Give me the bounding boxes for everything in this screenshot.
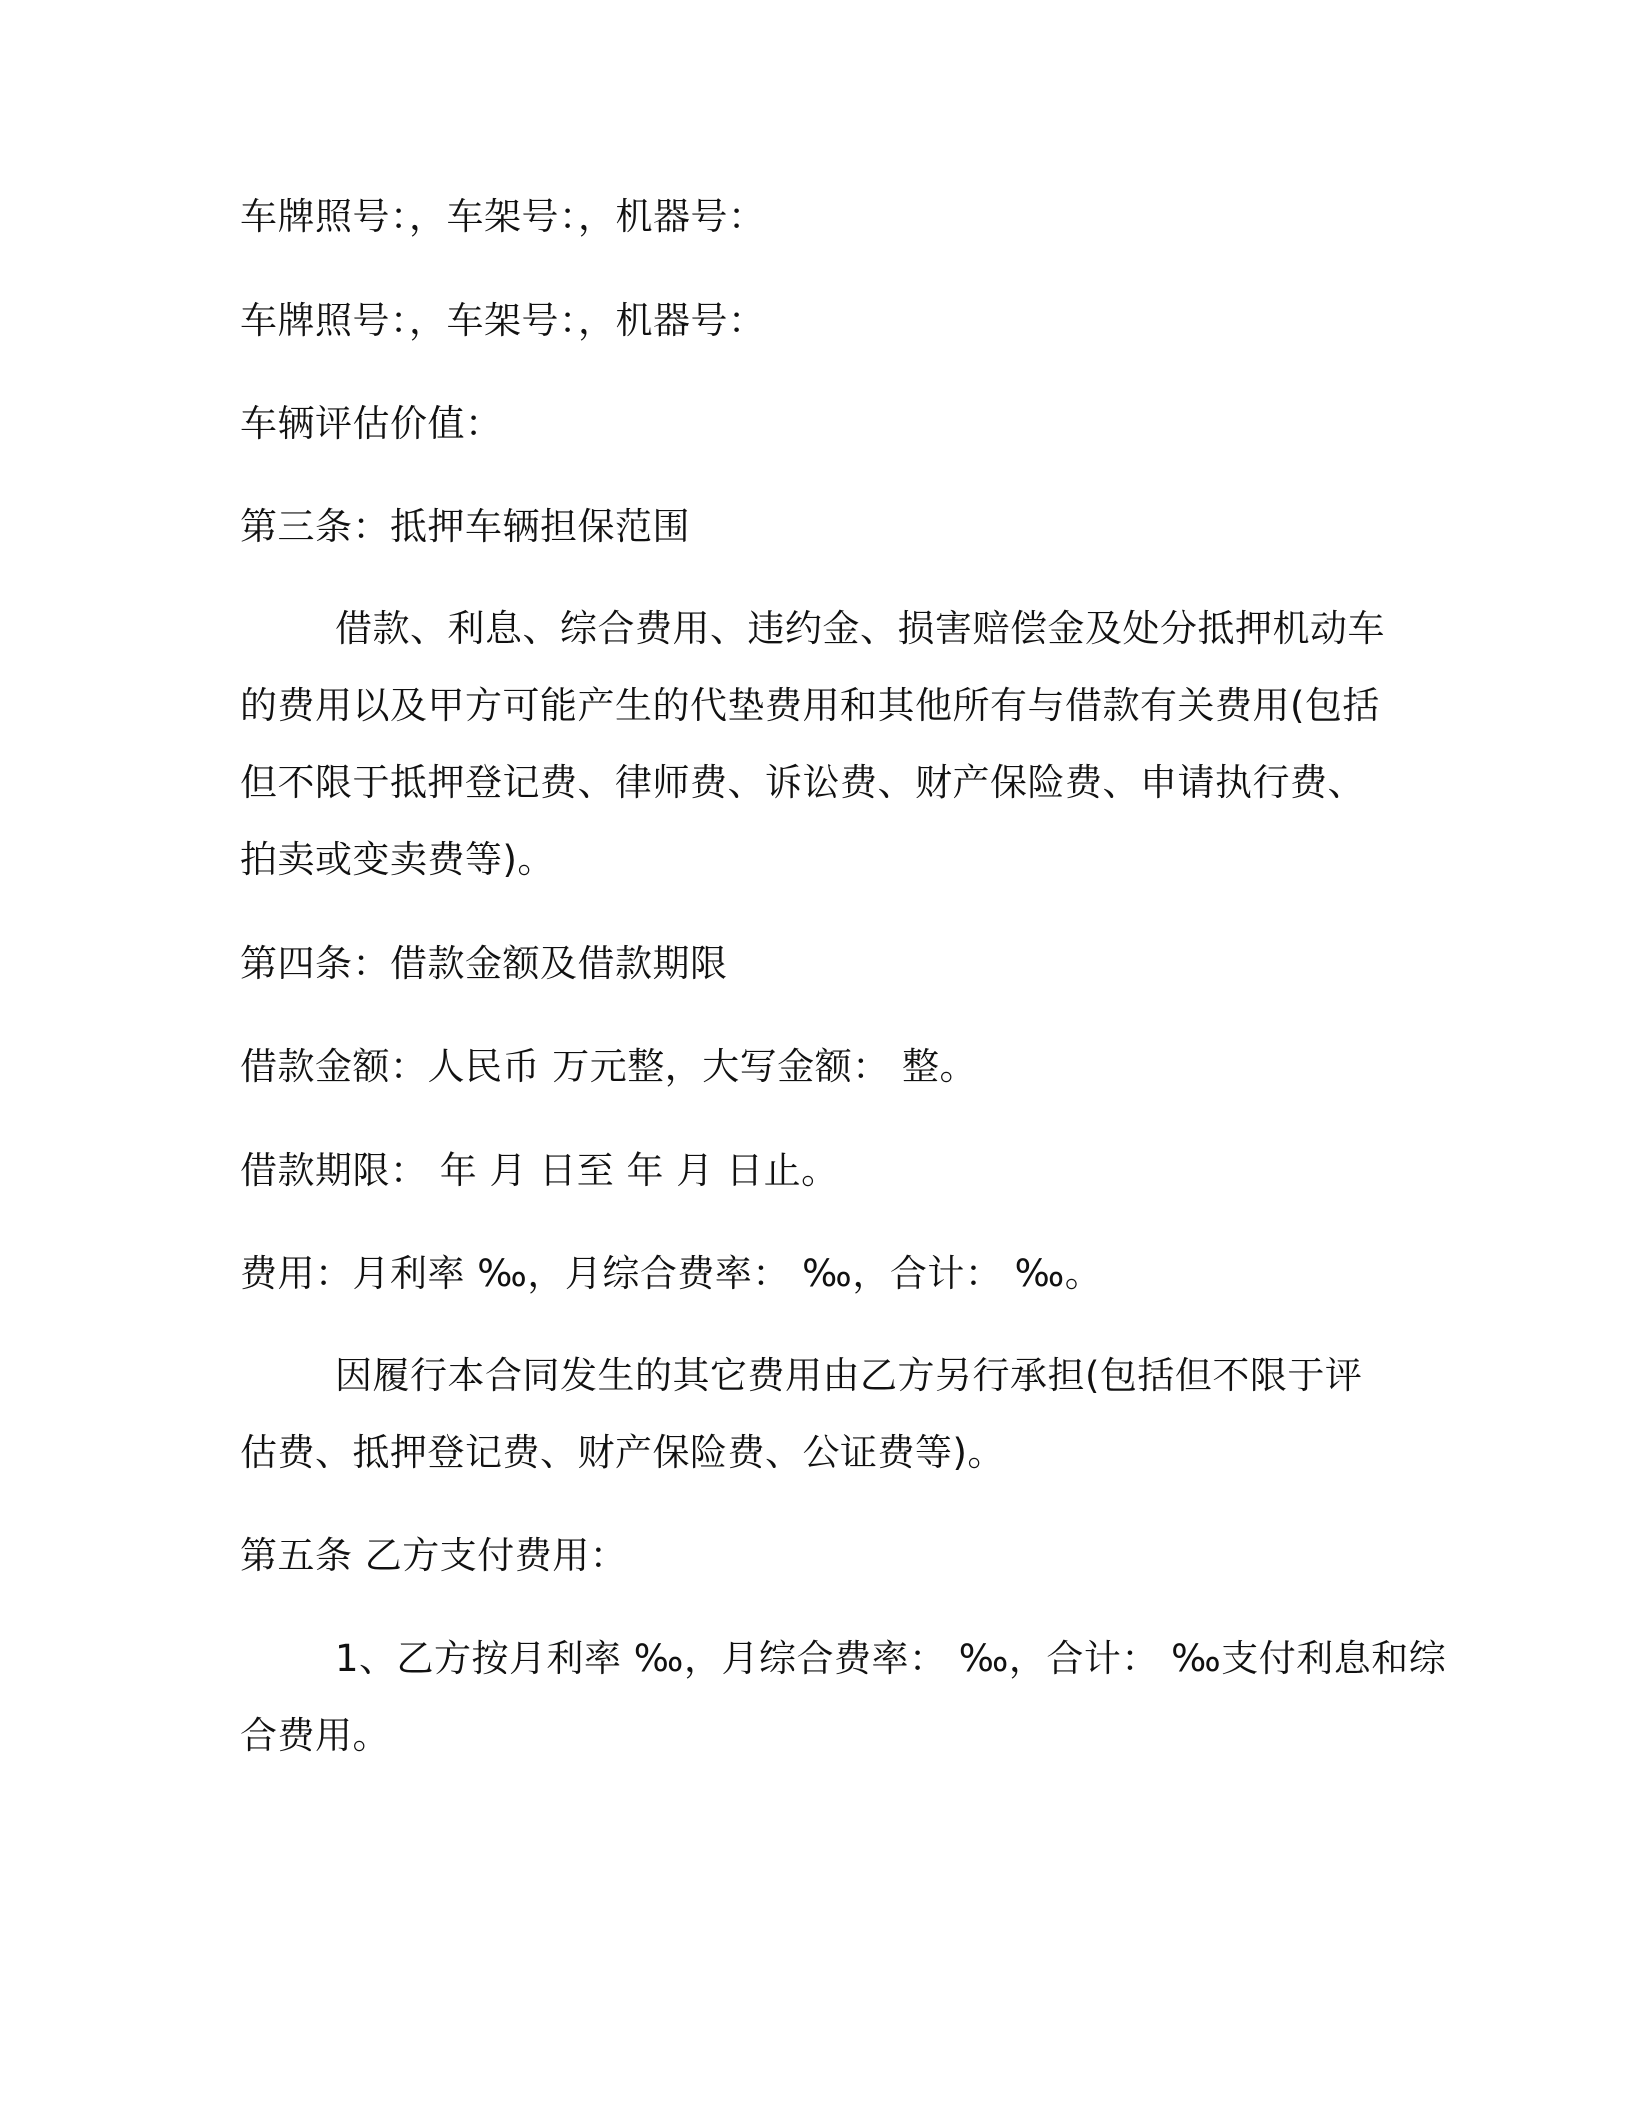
fees-line: 费用：月利率 ‰，月综合费率： ‰，合计： ‰。 [240,1252,1103,1295]
paragraph-line: 的费用以及甲方可能产生的代垫费用和其他所有与借款有关费用(包括 [240,684,1380,727]
paragraph-line: 1、乙方按月利率 ‰，月综合费率： ‰，合计： ‰支付利息和综 [335,1637,1447,1680]
article-5-heading: 第五条 乙方支付费用： [240,1534,628,1577]
paragraph-line: 估费、抵押登记费、财产保险费、公证费等)。 [240,1431,1005,1474]
vehicle-plate-line-1: 车牌照号：，车架号：，机器号： [240,195,766,238]
paragraph-line: 拍卖或变卖费等)。 [240,838,555,881]
loan-amount-line: 借款金额：人民币 万元整，大写金额： 整。 [240,1045,978,1088]
paragraph-line: 借款、利息、综合费用、违约金、损害赔偿金及处分抵押机动车 [335,607,1385,650]
loan-term-line: 借款期限： 年 月 日至 年 月 日止。 [240,1149,839,1192]
paragraph-line: 但不限于抵押登记费、律师费、诉讼费、财产保险费、申请执行费、 [240,761,1365,804]
article-5-item-1-paragraph [240,1620,1447,1774]
vehicle-plate-line-2: 车牌照号：，车架号：，机器号： [240,299,766,342]
article-3-heading: 第三条：抵押车辆担保范围 [240,505,690,548]
paragraph-line: 合费用。 [240,1714,390,1757]
paragraph-line: 因履行本合同发生的其它费用由乙方另行承担(包括但不限于评 [335,1354,1363,1397]
vehicle-valuation-line: 车辆评估价值： [240,402,503,445]
article-3-paragraph [240,590,1385,898]
other-fees-paragraph [240,1337,1380,1491]
article-4-heading: 第四条：借款金额及借款期限 [240,942,728,985]
